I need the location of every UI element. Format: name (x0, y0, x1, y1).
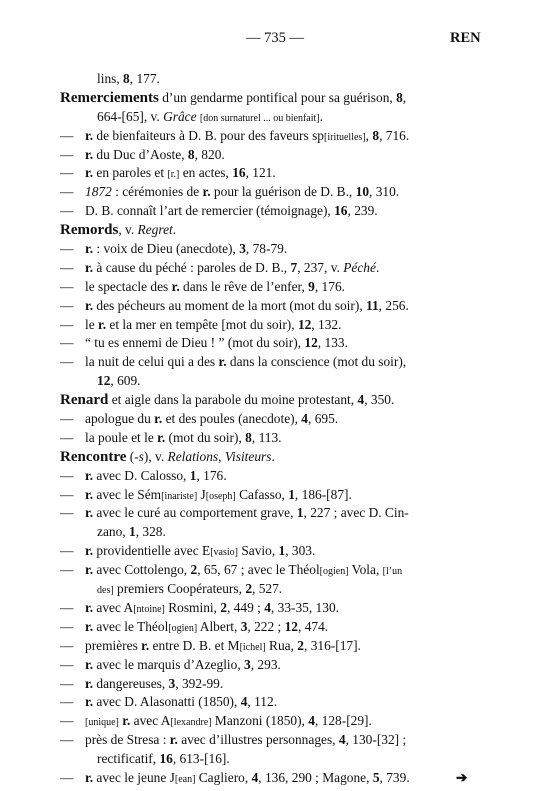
line-text: , 739. (379, 769, 410, 785)
line-text: avec Cottolengo, (93, 562, 191, 578)
line-text: Grâce (163, 108, 197, 124)
line-text: r. (154, 411, 163, 427)
line-text: , v. (118, 222, 138, 238)
line-text: [don surnaturel ... ou bienfait] (199, 112, 320, 124)
line-text: du Duc d’Aoste, (93, 146, 188, 162)
line-text: 2 (220, 599, 228, 615)
line-text: avec le Sém (93, 486, 162, 502)
line-text: zano, (97, 524, 129, 540)
line-text: Péché (343, 259, 376, 275)
headword: Remerciements (60, 89, 159, 106)
line-text: dangereuses, (93, 675, 169, 691)
index-subentry-line (60, 712, 500, 731)
line-text: en paroles et (93, 165, 168, 181)
index-subentry-line (60, 353, 500, 372)
em-dash: — (60, 599, 74, 615)
line-text: le spectacle des (85, 278, 172, 294)
line-text: 1 (278, 543, 286, 559)
line-text: : cérémonies de (111, 184, 203, 200)
em-dash: — (60, 505, 74, 521)
line-text: 1 (128, 524, 136, 540)
line-text: le (85, 316, 99, 332)
line-text: 4 (264, 599, 271, 615)
line-text: 16 (334, 203, 348, 219)
line-text: r. (122, 713, 131, 729)
em-dash: — (60, 259, 74, 275)
line-text: et des poules (anecdote), (162, 411, 302, 427)
em-dash: — (60, 694, 74, 710)
line-text: avec D. Alasonatti (1850), (93, 694, 241, 710)
line-text: , 695. (308, 411, 339, 427)
line-text: Albert, (197, 618, 241, 634)
line-text: Rosmini, (164, 599, 221, 615)
line-text: avec le jeune J (93, 769, 175, 785)
line-text: des] (97, 585, 114, 597)
em-dash: — (60, 184, 74, 200)
index-subentry-line (60, 467, 500, 486)
page-number: — 735 — (246, 30, 304, 46)
line-text: Cagliero, (195, 769, 252, 785)
line-text: , 128-[29]. (314, 713, 372, 729)
em-dash: — (60, 411, 74, 427)
line-text: la nuit de celui qui a des (85, 354, 219, 370)
line-text: 1 (296, 505, 304, 521)
line-text: , 716. (379, 127, 410, 143)
index-subentry-line (60, 731, 500, 750)
line-text: , 78-79. (245, 241, 288, 257)
line-text: , 113. (251, 429, 282, 445)
line-text: lins, (97, 71, 124, 86)
line-text: 2 (297, 637, 304, 653)
line-text: r. (85, 241, 94, 257)
line-text: 10 (355, 184, 370, 200)
index-headword-line (60, 221, 500, 240)
running-head: REN (450, 30, 481, 46)
line-text: -s (134, 448, 144, 464)
em-dash: — (60, 297, 74, 313)
line-text: 4 (308, 713, 315, 729)
line-text: 3 (168, 675, 176, 691)
line-text: r. (171, 278, 180, 294)
line-text: r. (85, 297, 94, 313)
line-text: avec A (130, 713, 171, 729)
line-text: 11 (366, 297, 379, 313)
line-text: , (402, 89, 407, 105)
line-text: [unique] (85, 717, 119, 729)
line-text: r. (157, 429, 166, 445)
line-text: , 176. (196, 467, 227, 483)
line-text: dans le rêve de l’enfer, (179, 278, 309, 294)
index-subentry-line (60, 410, 500, 429)
line-text: 8 (123, 71, 130, 86)
line-text: , 136, 290 ; Magone, (258, 769, 373, 785)
line-text: 7 (290, 259, 298, 275)
line-text: , 613-[16]. (172, 751, 230, 767)
line-text: 4 (240, 694, 248, 710)
line-text: avec le curé au comportement grave, (93, 505, 297, 521)
index-subentry-line (60, 316, 500, 335)
index-subentry-line (60, 599, 500, 618)
line-text: 4 (338, 732, 346, 748)
index-continuation-line (60, 108, 500, 127)
headword: Renard (60, 392, 109, 409)
index-subentry-line (60, 240, 500, 259)
line-text: Regret (137, 222, 173, 238)
index-subentry-line (60, 146, 500, 165)
em-dash: — (60, 713, 74, 729)
em-dash: — (60, 127, 74, 143)
line-text: , 474. (298, 618, 329, 634)
line-text: r. (85, 467, 94, 483)
line-text: D. B. connaît l’art de remercier (témoignage), (85, 203, 335, 219)
line-text: 8 (396, 89, 403, 105)
line-text: , 121. (245, 165, 276, 181)
line-text: 2 (245, 581, 253, 597)
line-text: . (375, 259, 380, 275)
line-text: [l’un (382, 566, 403, 578)
em-dash: — (60, 241, 74, 257)
line-text: et aigle dans la parabole du moine protestant, (108, 392, 358, 408)
line-text: [oseph] (205, 490, 236, 502)
index-subentry-line (60, 334, 500, 353)
em-dash: — (60, 467, 74, 483)
line-text: r. (85, 486, 94, 502)
line-text: 3 (239, 241, 246, 257)
em-dash: — (60, 656, 74, 672)
line-text: , 132. (311, 316, 342, 332)
line-text: : voix de Dieu (anecdote), (93, 241, 240, 257)
line-text: , 186-[87]. (294, 486, 352, 502)
line-text: , 239. (347, 203, 378, 219)
line-text: 9 (308, 278, 315, 294)
line-text: 3 (244, 656, 251, 672)
line-text: Manzoni (1850), (211, 713, 309, 729)
line-text: , 237, v. (297, 259, 344, 275)
headword: Remords (60, 222, 119, 239)
line-text: , 449 ; (227, 599, 265, 615)
line-text: r. (85, 599, 94, 615)
line-text: , 130-[32] ; (345, 732, 407, 748)
line-text: [ean] (174, 773, 196, 785)
index-subentry-line (60, 486, 500, 505)
index-subentry-line (60, 675, 500, 694)
line-text: , 310. (369, 184, 400, 200)
line-text: près de Stresa : (85, 732, 170, 748)
line-text: , 177. (129, 71, 160, 86)
line-text: 664-[65], v. (97, 108, 164, 124)
line-text: r. (85, 769, 94, 785)
line-text: pour la guérison de D. B., (210, 184, 356, 200)
line-text: entre D. B. et M (149, 637, 240, 653)
line-text: 12 (304, 335, 318, 351)
line-text: r. (202, 184, 211, 200)
headword: Rencontre (60, 448, 127, 465)
index-continuation-line (60, 372, 500, 391)
line-text: premières (85, 637, 142, 653)
line-text: 16 (232, 165, 246, 181)
line-text: , 527. (252, 581, 283, 597)
line-text: apologue du (85, 411, 155, 427)
line-text: 5 (372, 769, 380, 785)
index-headword-line (60, 89, 500, 108)
index-subentry-line (60, 127, 500, 146)
line-text: avec A (93, 599, 134, 615)
index-continuation-line (60, 580, 500, 599)
index-subentry-line (60, 504, 500, 523)
line-text: r. (85, 562, 94, 578)
index-subentry-line (60, 618, 500, 637)
line-text: 1 (288, 486, 295, 502)
line-text: 3 (240, 618, 248, 634)
line-text: , 227 ; avec D. Cin- (303, 505, 409, 521)
em-dash: — (60, 618, 74, 634)
em-dash: — (60, 637, 74, 653)
index-subentry-line (60, 656, 500, 675)
line-text: , 328. (135, 524, 166, 540)
line-text: r. (218, 354, 227, 370)
line-text: 1872 (85, 184, 112, 200)
line-text: [ntoine] (133, 603, 165, 615)
line-text: [vasio] (210, 547, 238, 559)
line-text: r. (85, 259, 94, 275)
line-text: [lexandre] (170, 717, 212, 729)
index-subentry-line (60, 183, 500, 202)
line-text: avec le Théol (93, 618, 169, 634)
index-subentry-line (60, 259, 500, 278)
line-text: . (319, 108, 323, 124)
line-text: r. (85, 543, 94, 559)
line-text: 2 (190, 562, 198, 578)
line-text: [inariste] (161, 490, 198, 502)
line-text: Cafasso, (235, 486, 289, 502)
line-text: la poule et le (85, 429, 158, 445)
em-dash: — (60, 316, 74, 332)
line-text: en actes, (179, 165, 233, 181)
em-dash: — (60, 278, 74, 294)
line-text: , 256. (378, 297, 409, 313)
em-dash: — (60, 146, 74, 162)
line-text: r. (85, 146, 94, 162)
line-text: 4 (301, 411, 308, 427)
line-text: 12 (97, 373, 111, 389)
em-dash: — (60, 429, 74, 445)
index-continuation-line (60, 523, 500, 542)
line-text: r. (85, 165, 94, 181)
line-text: r. (85, 618, 94, 634)
line-text: [r.] (167, 169, 180, 181)
index-headword-line (60, 448, 500, 467)
line-text: [ogien] (168, 622, 198, 634)
line-text: , 65, 67 ; avec le Théol (197, 562, 320, 578)
line-text: r. (85, 127, 94, 143)
line-text: , 609. (110, 373, 141, 389)
line-text: , (365, 127, 373, 143)
index-subentry-line (60, 297, 500, 316)
line-text: des pécheurs au moment de la mort (mot du soir), (93, 297, 367, 313)
line-text: Relations, Visiteurs (167, 448, 272, 464)
index-subentry-line (60, 164, 500, 183)
index-subentry-line (60, 637, 500, 656)
line-text: 1 (189, 467, 197, 483)
line-text: r. (141, 637, 150, 653)
line-text: [ogien] (319, 566, 349, 578)
line-text: 4 (357, 392, 365, 408)
line-text: 12 (297, 316, 312, 332)
index-subentry-line (60, 693, 500, 712)
line-text: , 112. (247, 694, 278, 710)
line-text: dans la conscience (mot du soir), (226, 354, 407, 370)
line-text: de bienfaiteurs à D. B. pour des faveurs sp (93, 127, 324, 143)
line-text: r. (85, 675, 94, 691)
line-text: providentielle avec E (93, 543, 211, 559)
line-text: à cause du péché : paroles de D. B., (93, 259, 291, 275)
line-text: Rua, (265, 637, 298, 653)
line-text: avec le marquis d’Azeglio, (93, 656, 245, 672)
em-dash: — (60, 769, 74, 785)
line-text: . (172, 222, 177, 238)
em-dash: — (60, 203, 74, 219)
em-dash: — (60, 486, 74, 502)
line-text: ( (126, 448, 135, 464)
line-text: r. (85, 505, 94, 521)
line-text: 8 (372, 127, 380, 143)
line-text: 8 (245, 429, 252, 445)
line-text: 4 (251, 769, 259, 785)
line-text: r. (85, 656, 94, 672)
line-text: . (271, 448, 275, 464)
index-subentry-line (60, 202, 500, 221)
index-continuation-line (60, 750, 500, 769)
line-text: avec D. Calosso, (93, 467, 190, 483)
em-dash: — (60, 165, 74, 181)
index-subentry-line (60, 278, 500, 297)
index-subentry-line (60, 769, 500, 788)
line-text: , 176. (314, 278, 345, 294)
line-text: premiers Coopérateurs, (113, 581, 246, 597)
line-text: “ tu es ennemi de Dieu ! ” (mot du soir), (85, 335, 305, 351)
line-text: Vola, (348, 562, 383, 578)
line-text: r. (169, 732, 178, 748)
line-text: [ichel] (239, 641, 266, 653)
index-subentry-line (60, 429, 500, 448)
index-subentry-line (60, 561, 500, 580)
line-text: rectificatif, (97, 751, 160, 767)
line-text: [irituelles] (324, 131, 366, 143)
em-dash: — (60, 354, 74, 370)
line-text: , 33-35, 130. (270, 599, 339, 615)
line-text: , 133. (317, 335, 348, 351)
line-text: ), v. (143, 448, 168, 464)
index-continuation-line (60, 70, 500, 89)
em-dash: — (60, 562, 74, 578)
index-entries (60, 70, 500, 788)
line-text: 12 (284, 618, 298, 634)
line-text: , 293. (250, 656, 281, 672)
em-dash: — (60, 675, 74, 691)
line-text: et la mer en tempête [mot du soir), (106, 316, 298, 332)
line-text: d’un gendarme pontifical pour sa guérison, (158, 89, 397, 105)
line-text: 16 (159, 751, 173, 767)
line-text: Savio, (237, 543, 279, 559)
line-text: , 303. (285, 543, 316, 559)
continued-arrow-icon: ➔ (456, 769, 468, 785)
line-text: avec d’illustres personnages, (177, 732, 339, 748)
em-dash: — (60, 543, 74, 559)
line-text: , 350. (364, 392, 395, 408)
index-subentry-line (60, 542, 500, 561)
line-text: r. (85, 694, 94, 710)
em-dash: — (60, 732, 74, 748)
line-text: , 222 ; (247, 618, 285, 634)
line-text: J (197, 486, 206, 502)
em-dash: — (60, 335, 74, 351)
line-text: (mot du soir), (165, 429, 246, 445)
line-text: , 392-99. (175, 675, 224, 691)
line-text: , 820. (194, 146, 225, 162)
line-text: 8 (187, 146, 195, 162)
line-text: , 316-[17]. (304, 637, 361, 653)
line-text: r. (98, 316, 107, 332)
index-headword-line (60, 391, 500, 410)
